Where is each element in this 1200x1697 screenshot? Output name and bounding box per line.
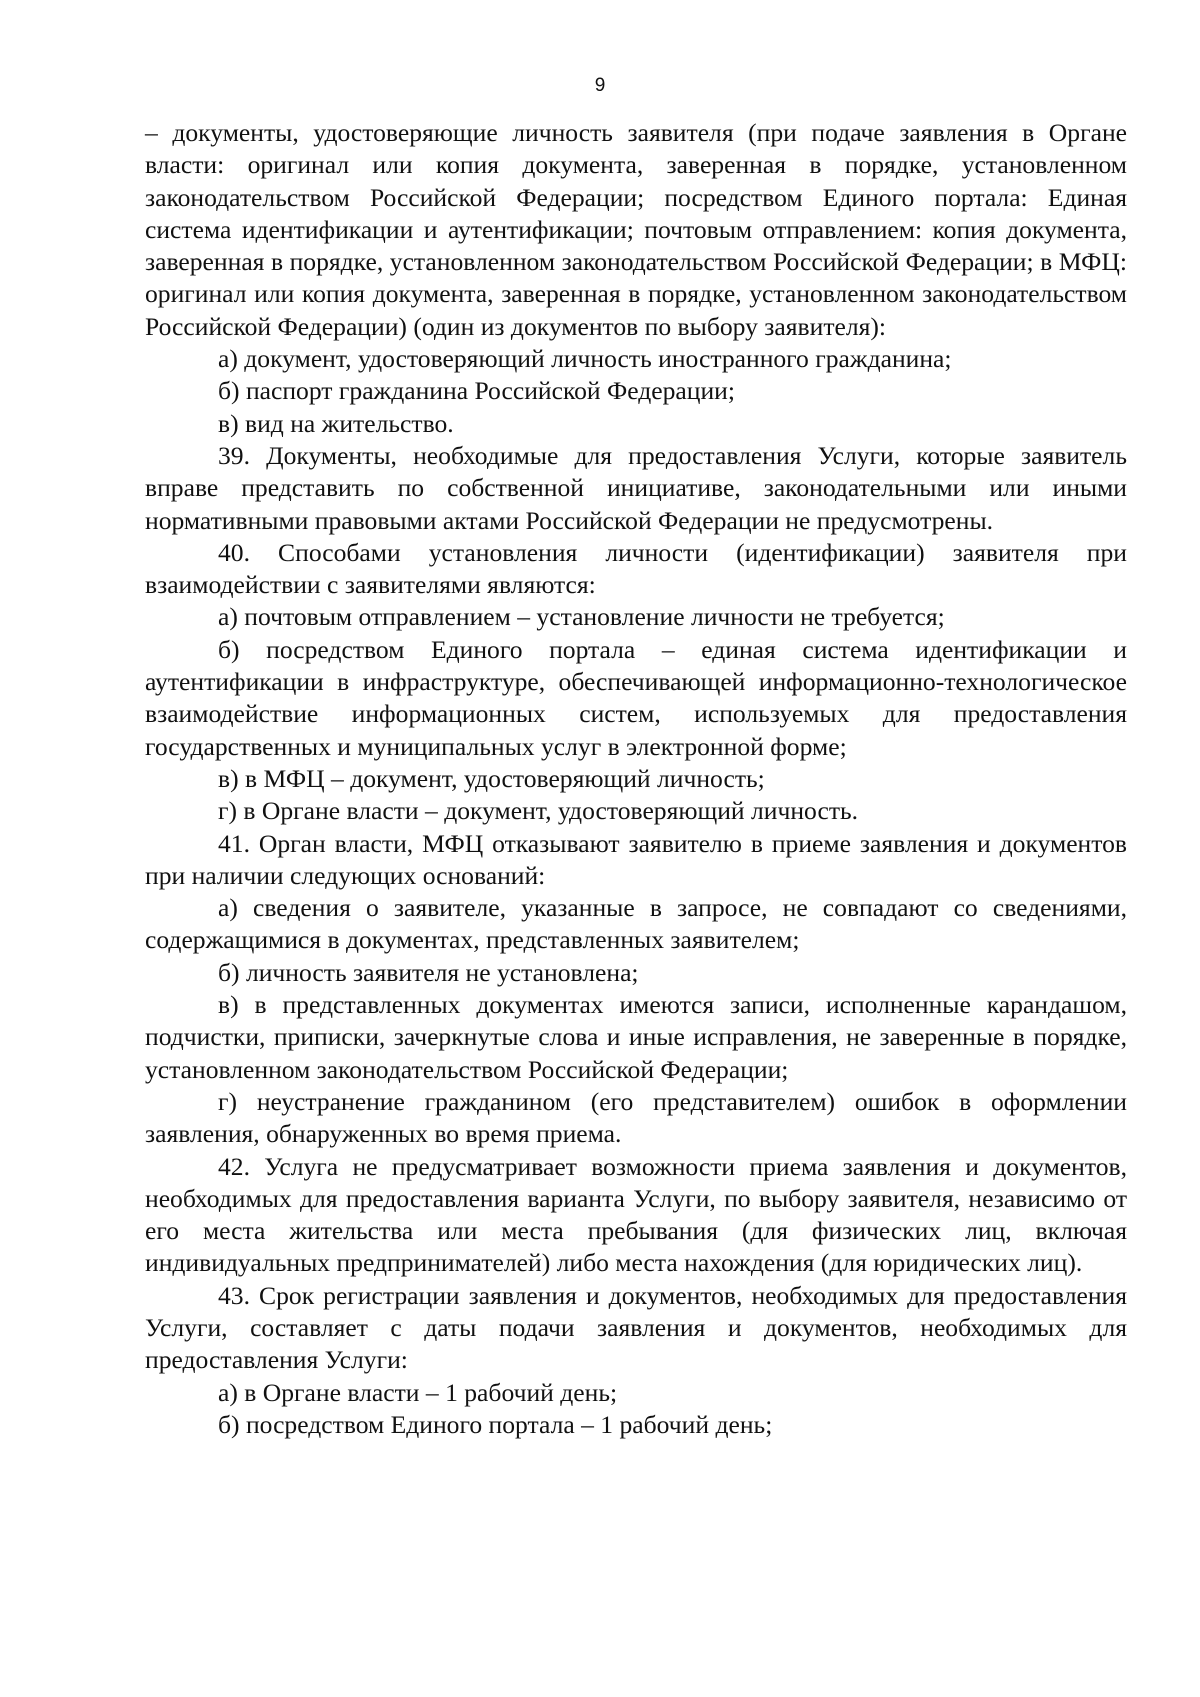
list-item-v-corrections: в) в представленных документах имеются записи, исполненные карандашом, подчистки, приписки, зачеркнутые слова и иные исправления, не заверенные в порядке, установленном законодательством Российской Федерации; [145, 990, 1127, 1084]
list-item-b-unified-portal: б) посредством Единого портала – единая система идентификации и аутентификации в инфраструктуре, обеспечивающей информационно-технологическое взаимодействие информационных систем, используемых для предоставления государственных и муниципальных услуг в электронной форме; [145, 634, 1127, 761]
document-body [145, 117, 1127, 1441]
list-item-v-residence-permit: в) вид на жительство. [218, 408, 454, 438]
list-item-a-postal: а) почтовым отправлением – установление личности не требуется; [218, 602, 945, 632]
page-number: 9 [594, 75, 606, 96]
list-item-v-mfc: в) в МФЦ – документ, удостоверяющий личность; [218, 763, 765, 793]
list-item-a-authority-term: а) в Органе власти – 1 рабочий день; [218, 1377, 618, 1407]
paragraph-40: 40. Способами установления личности (идентификации) заявителя при взаимодействии с заявителями являются: [145, 537, 1127, 600]
list-item-g-authority: г) в Органе власти – документ, удостоверяющий личность. [218, 796, 859, 826]
paragraph-43: 43. Срок регистрации заявления и документов, необходимых для предоставления Услуги, составляет с даты подачи заявления и документов, необходимых для предоставления Услуги: [145, 1280, 1127, 1375]
paragraph-41: 41. Орган власти, МФЦ отказывают заявителю в приеме заявления и документов при наличии следующих оснований: [145, 828, 1127, 890]
list-item-a-foreign-id: а) документ, удостоверяющий личность иностранного гражданина; [218, 344, 952, 374]
list-item-a-mismatch: а) сведения о заявителе, указанные в запросе, не совпадают со сведениями, содержащимися в документах, представленных заявителем; [145, 893, 1127, 955]
paragraph-39: 39. Документы, необходимые для предоставления Услуги, которые заявитель вправе представить по собственной инициативе, законодательными или иными нормативными правовыми актами Российской Федерации не предусмотрены. [145, 440, 1127, 535]
list-item-g-errors-not-fixed: г) неустранение гражданином (его представителем) ошибок в оформлении заявления, обнаруженных во время приема. [145, 1086, 1127, 1149]
paragraph-identity-documents: – документы, удостоверяющие личность заявителя (при подаче заявления в Органе власти: оригинал или копия документа, заверенная в порядке, установленном законодательством Российской Федерации; посредством Единого портала: Единая система идентификации и аутентификации; почтовым отправлением: копия документа, заверенная в порядке, установленном законодательством Российской Федерации; в МФЦ: оригинал или копия документа, заверенная в порядке, установленном законодательством Российской Федерации) (один из документов по выбору заявителя): [145, 118, 1127, 341]
paragraph-42: 42. Услуга не предусматривает возможности приема заявления и документов, необходимых для предоставления варианта Услуги, по выбору заявителя, независимо от его места жительства или места пребывания (для физических лиц, включая индивидуальных предпринимателей) либо места нахождения (для юридических лиц). [145, 1151, 1127, 1278]
list-item-b-portal-term: б) посредством Единого портала – 1 рабочий день; [218, 1409, 773, 1439]
list-item-b-identity-not-established: б) личность заявителя не установлена; [218, 957, 639, 987]
list-item-b-passport: б) паспорт гражданина Российской Федерации; [218, 376, 735, 406]
